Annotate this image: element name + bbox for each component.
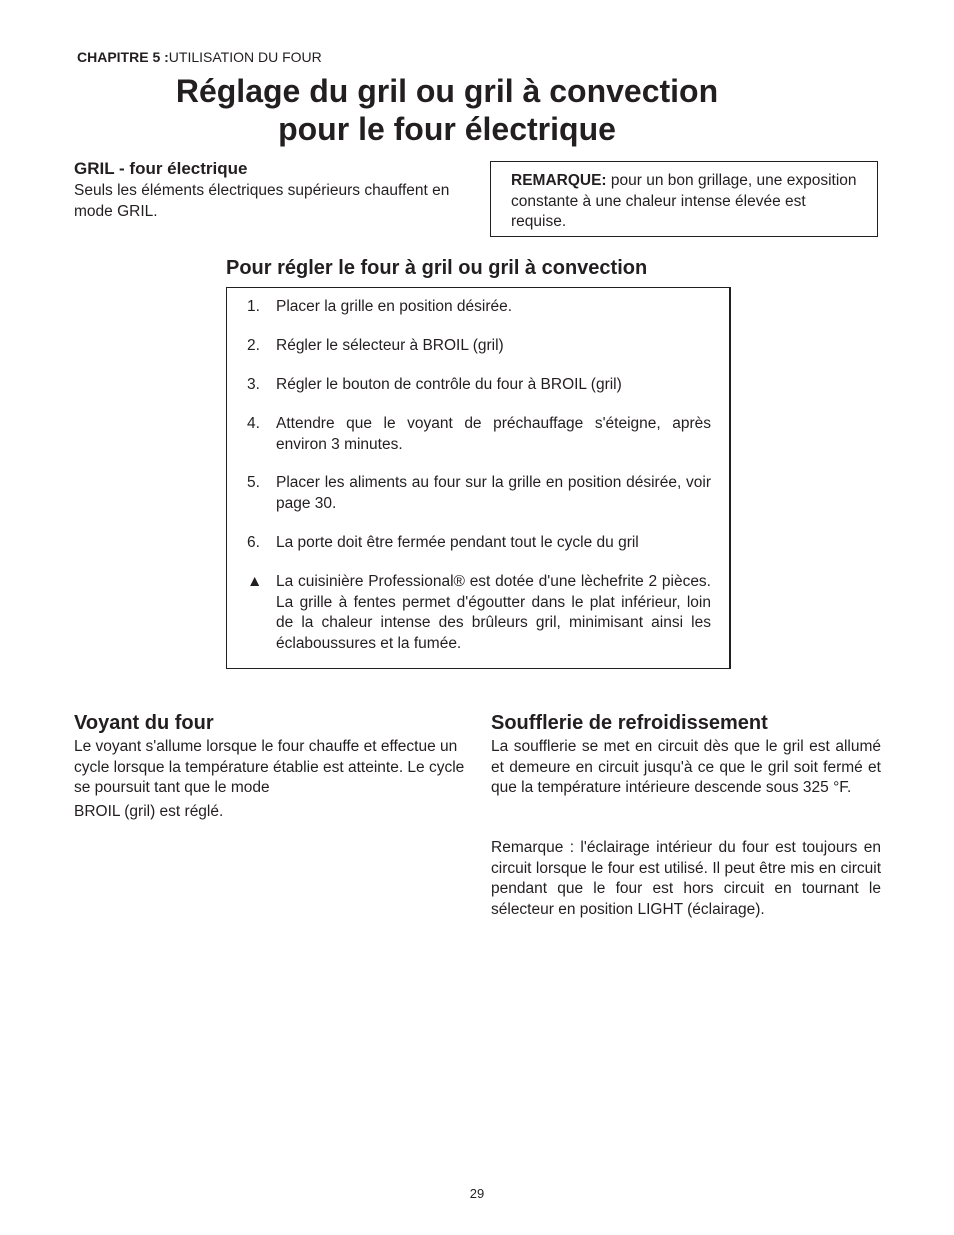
page-title [100, 72, 794, 148]
gril-text: Seuls les éléments électriques supérieurs chauffent en mode GRIL. [74, 182, 450, 220]
step-item [247, 375, 711, 396]
gril-heading: GRIL - four électrique [74, 159, 248, 178]
warning-triangle-icon: ▲ [247, 573, 263, 590]
step-item [247, 533, 711, 554]
page-title-line2: pour le four électrique [278, 111, 616, 147]
soufflerie-text: La soufflerie se met en circuit dès que le gril est allumé et demeure en circuit jusqu'à ce que le gril soit fermé et que la température intérieure descende sous 325 °F. [491, 738, 881, 796]
step-item [247, 414, 711, 455]
voyant-heading: Voyant du four [74, 712, 214, 734]
step-number: 5. [247, 474, 260, 491]
procedure-heading: Pour régler le four à gril ou gril à convection [226, 257, 648, 279]
step-text: Régler le bouton de contrôle du four à BROIL (gril) [276, 376, 622, 393]
chapter-label: CHAPITRE 5 : [77, 49, 169, 65]
procedure-box [226, 287, 731, 669]
note-label: REMARQUE: [511, 172, 607, 189]
voyant-text-end: BROIL (gril) est réglé. [74, 803, 224, 820]
page-number: 29 [469, 1186, 485, 1201]
chapter-title: UTILISATION DU FOUR [168, 49, 322, 65]
step-item [247, 473, 711, 514]
voyant-text: Le voyant s'allume lorsque le four chauffe et effectue un cycle lorsque la température établie est atteinte. Le cycle se poursuit tant que le mode [74, 738, 465, 796]
step-number: 4. [247, 415, 260, 432]
soufflerie-heading: Soufflerie de refroidissement [491, 712, 768, 734]
note-text: pour un bon grillage, une exposition constante à une chaleur intense élevée est requise. [511, 172, 857, 230]
step-number: 1. [247, 298, 260, 315]
step-item [247, 572, 711, 654]
step-item [247, 336, 711, 357]
step-number: 2. [247, 337, 260, 354]
chapter-header [77, 49, 322, 65]
step-number: 3. [247, 376, 260, 393]
step-text: La cuisinière Professional® est dotée d'une lèchefrite 2 pièces. La grille à fentes permet d'égoutter dans le plat inférieur, loin de la chaleur intense des brûleurs gril, minimisant ainsi les éclaboussures et la fumée. [276, 573, 711, 652]
note-box [490, 161, 878, 237]
page-title-line1: Réglage du gril ou gril à convection [175, 73, 719, 109]
soufflerie-remark: Remarque : l'éclairage intérieur du four est toujours en circuit lorsque le four est utilisé. Il peut être mis en circuit pendant que le four est hors circuit en tournant le sélecteur en position LIGHT (éclairage). [491, 839, 881, 918]
step-text: Attendre que le voyant de préchauffage s'éteigne, après environ 3 minutes. [276, 415, 711, 453]
step-text: Placer les aliments au four sur la grille en position désirée, voir page 30. [276, 474, 711, 512]
step-text: Régler le sélecteur à BROIL (gril) [276, 337, 504, 354]
step-item [247, 297, 711, 318]
step-text: Placer la grille en position désirée. [276, 298, 513, 315]
step-number: 6. [247, 534, 260, 551]
step-text: La porte doit être fermée pendant tout le cycle du gril [276, 534, 639, 551]
